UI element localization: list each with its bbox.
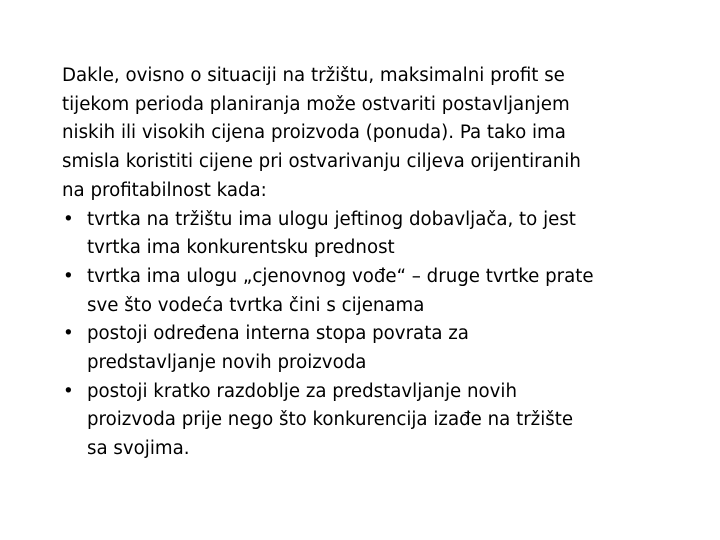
- bullet-item: [62, 320, 702, 377]
- bullet-line: proizvoda prije nego što konkurencija izađe na tržište: [87, 409, 574, 431]
- bullet-line: predstavljanje novih proizvoda: [87, 352, 367, 374]
- bullet-line: postoji kratko razdoblje za predstavljanje novih: [87, 380, 517, 402]
- bullet-item: [62, 378, 702, 464]
- bullet-dot-icon: •: [63, 380, 74, 402]
- bullet-line: sa svojima.: [87, 438, 190, 460]
- bullet-line: tvrtka ima konkurentsku prednost: [87, 237, 395, 259]
- bullet-line: sve što vodeća tvrtka čini s cijenama: [87, 294, 425, 316]
- intro-line: smisla koristiti cijene pri ostvarivanju ciljeva orijentiranih: [62, 151, 581, 173]
- bullet-dot-icon: •: [63, 265, 74, 287]
- bullet-line: postoji određena interna stopa povrata za: [87, 323, 469, 345]
- intro-paragraph: [62, 62, 702, 206]
- bullet-line: tvrtka na tržištu ima ulogu jeftinog dobavljača, to jest: [87, 208, 576, 230]
- intro-line: na profitabilnost kada:: [62, 179, 267, 201]
- intro-line: tijekom perioda planiranja može ostvariti postavljanjem: [62, 93, 570, 115]
- bullet-line: tvrtka ima ulogu „cjenovnog vođe“ – druge tvrtke prate: [87, 265, 594, 287]
- bullet-list: [62, 206, 702, 464]
- bullet-dot-icon: •: [63, 323, 74, 345]
- intro-line: Dakle, ovisno o situaciji na tržištu, maksimalni profit se: [62, 65, 565, 86]
- slide-body: [62, 62, 702, 464]
- bullet-item: [62, 263, 702, 320]
- bullet-dot-icon: •: [63, 208, 74, 230]
- intro-line: niskih ili visokih cijena proizvoda (ponuda). Pa tako ima: [62, 122, 566, 144]
- bullet-item: [62, 206, 702, 263]
